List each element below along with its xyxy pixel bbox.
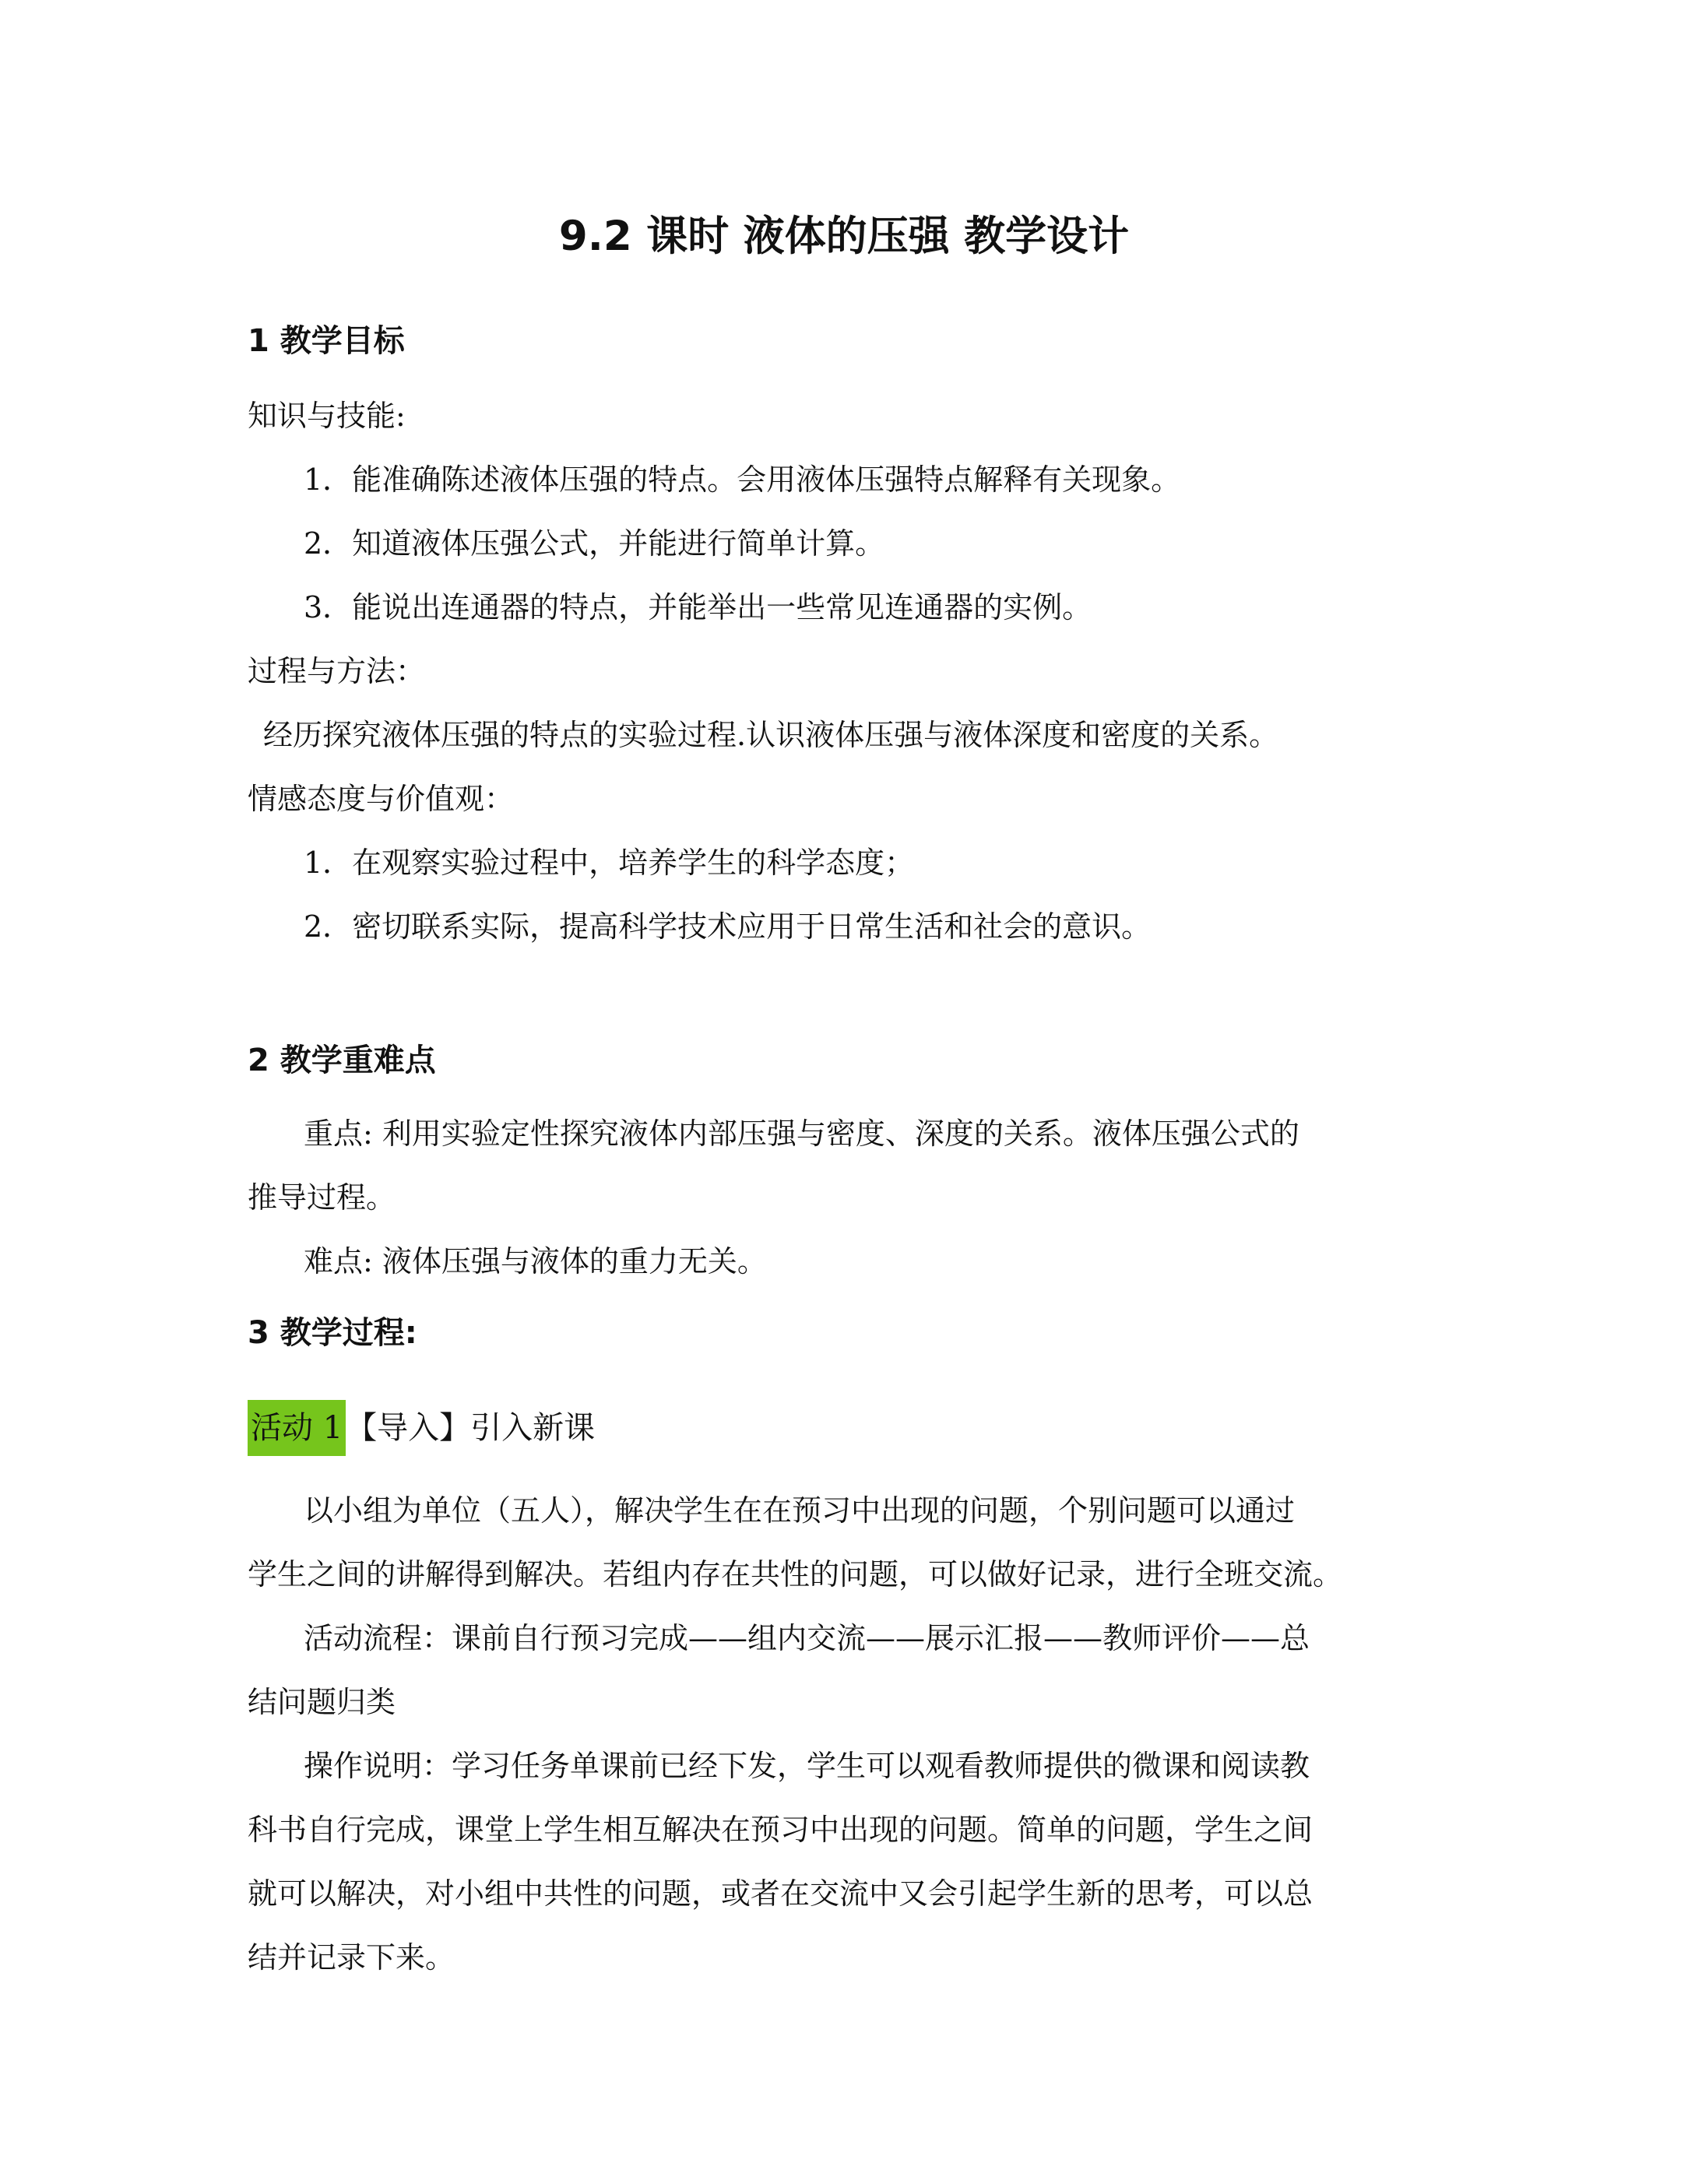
difficult-point: 难点: 液体压强与液体的重力无关。 (304, 1244, 767, 1278)
activity-1-highlight: 活动 1 (248, 1400, 346, 1456)
para3-line-1: 操作说明：学习任务单课前已经下发，学生可以观看教师提供的微课和阅读教 (304, 1749, 1310, 1783)
section-heading-objectives: 1 教学目标 (248, 323, 405, 359)
para2-line-1: 活动流程：课前自行预习完成——组内交流——展示汇报——教师评价——总 (304, 1621, 1310, 1655)
activity-1-heading (248, 1400, 595, 1456)
emotion-label: 情感态度与价值观： (248, 782, 515, 816)
section-heading-process: 3 教学过程: (248, 1315, 417, 1351)
para1-line-2: 学生之间的讲解得到解决。若组内存在共性的问题，可以做好记录，进行全班交流。 (248, 1557, 1343, 1591)
document-title: 9.2 课时 液体的压强 教学设计 (558, 213, 1130, 260)
key-point-line-2: 推导过程。 (248, 1180, 396, 1215)
knowledge-item-3: 3．能说出连通器的特点，并能举出一些常见连通器的实例。 (304, 590, 1092, 624)
section-heading-key-points: 2 教学重难点 (248, 1043, 436, 1078)
key-point-line-1: 重点: 利用实验定性探究液体内部压强与密度、深度的关系。液体压强公式的 (304, 1117, 1299, 1151)
para3-line-2: 科书自行完成，课堂上学生相互解决在预习中出现的问题。简单的问题，学生之间 (248, 1813, 1313, 1847)
emotion-item-2: 2．密切联系实际，提高科学技术应用于日常生活和社会的意识。 (304, 909, 1152, 944)
para3-line-3: 就可以解决，对小组中共性的问题，或者在交流中又会引起学生新的思考，可以总 (248, 1876, 1313, 1911)
emotion-item-1: 1．在观察实验过程中，培养学生的科学态度； (304, 846, 915, 880)
knowledge-label: 知识与技能: (248, 399, 406, 433)
knowledge-item-1: 1．能准确陈述液体压强的特点。会用液体压强特点解释有关现象。 (304, 462, 1181, 497)
para1-line-1: 以小组为单位（五人），解决学生在在预习中出现的问题，个别问题可以通过 (304, 1493, 1296, 1528)
process-label: 过程与方法： (248, 654, 426, 688)
activity-1-title: 【导入】引入新课 (346, 1410, 596, 1446)
para2-line-2: 结问题归类 (248, 1685, 396, 1719)
knowledge-item-2: 2．知道液体压强公式，并能进行简单计算。 (304, 526, 885, 561)
process-text: 经历探究液体压强的特点的实验过程.认识液体压强与液体深度和密度的关系。 (263, 718, 1279, 752)
para3-line-4: 结并记录下来。 (248, 1940, 455, 1975)
